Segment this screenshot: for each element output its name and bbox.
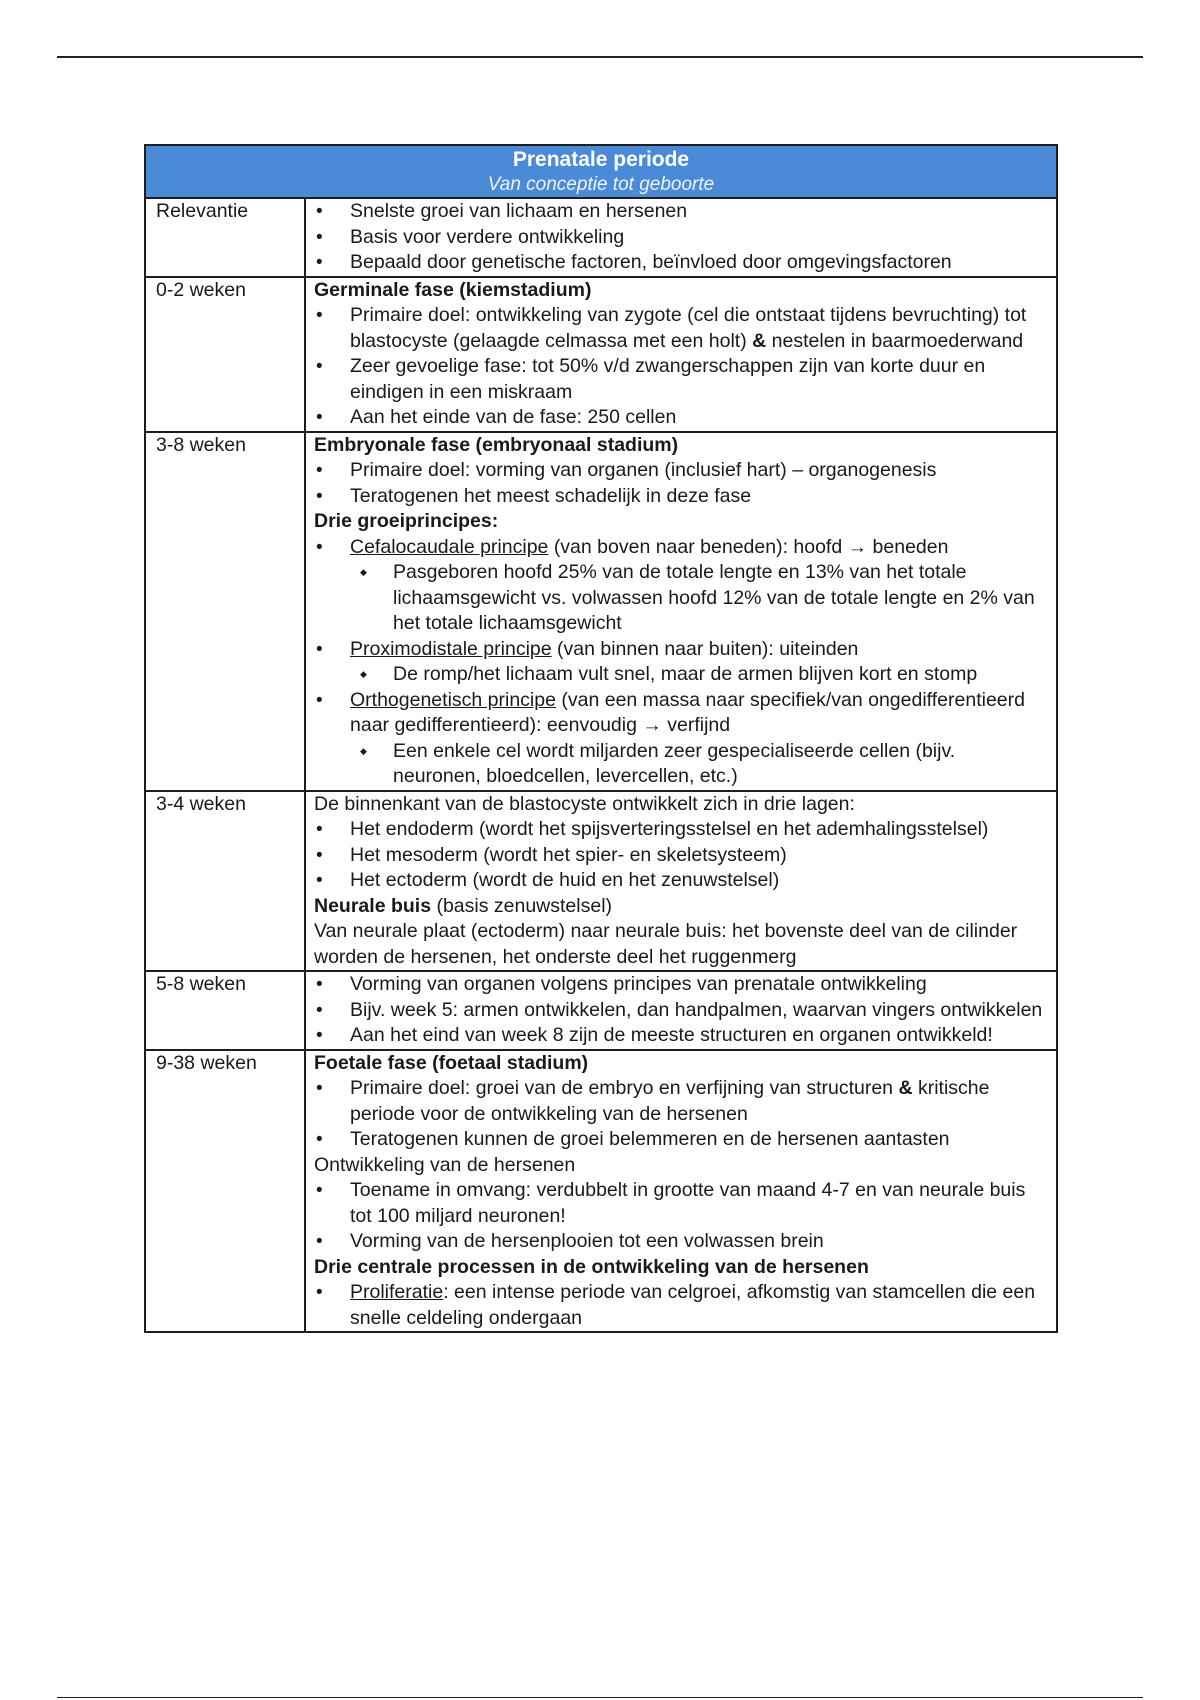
prenatal-table (144, 144, 1058, 1333)
section-heading: Drie centrale processen in de ontwikkeling van de hersenen (314, 1255, 869, 1278)
list-item: • Het endoderm (wordt het spijsverteringsstelsel en het ademhalingsstelsel) (314, 817, 1048, 843)
list-item: • Snelste groei van lichaam en hersenen (314, 199, 1048, 225)
list-item: • Bijv. week 5: armen ontwikkelen, dan handpalmen, waarvan vingers ontwikkelen (314, 998, 1048, 1024)
row-content (305, 277, 1057, 432)
section-heading: Embryonale fase (embryonaal stadium) (314, 433, 679, 456)
row-content (305, 971, 1057, 1050)
section-heading: Foetale fase (foetaal stadium) (314, 1051, 589, 1074)
list-item: • Aan het eind van week 8 zijn de meeste structuren en organen ontwikkeld! (314, 1023, 1048, 1049)
table-header-row (145, 145, 1057, 198)
paragraph: Neurale buis (basis zenuwstelsel) (314, 894, 613, 917)
row-label: 3-4 weken (145, 791, 305, 972)
table-row (145, 198, 1057, 277)
table-row (145, 791, 1057, 972)
row-content (305, 1050, 1057, 1333)
row-label: 5-8 weken (145, 971, 305, 1050)
row-label: 0-2 weken (145, 277, 305, 432)
paragraph: Van neurale plaat (ectoderm) naar neurale buis: het bovenste deel van de cilinder worden de hersenen, het onderste deel het ruggenmerg (314, 920, 1018, 968)
list-item: • Het ectoderm (wordt de huid en het zenuwstelsel) (314, 868, 1048, 894)
list-item: • Vorming van de hersenplooien tot een volwassen brein (314, 1229, 1048, 1255)
table-row (145, 971, 1057, 1050)
table-header (145, 145, 1057, 198)
list-item: • Primaire doel: ontwikkeling van zygote (cel die ontstaat tijdens bevruchting) tot blastocyste (gelaagde celmassa met een holt) & nestelen in baarmoederwand (314, 303, 1048, 354)
list-item: • Cefalocaudale principe (van boven naar beneden): hoofd → beneden (314, 535, 1048, 561)
bottom-rule (57, 1697, 1143, 1698)
paragraph: Ontwikkeling van de hersenen (314, 1153, 576, 1176)
list-item: • Vorming van organen volgens principes van prenatale ontwikkeling (314, 972, 1048, 998)
section-heading: Germinale fase (kiemstadium) (314, 278, 592, 301)
list-item: • Toename in omvang: verdubbelt in grootte van maand 4-7 en van neurale buis tot 100 miljard neuronen! (314, 1178, 1048, 1229)
table-row (145, 1050, 1057, 1333)
sub-list-item: ◆ De romp/het lichaam vult snel, maar de armen blijven kort en stomp (314, 662, 1048, 688)
table-row (145, 432, 1057, 791)
table-row (145, 277, 1057, 432)
list-item: • Het mesoderm (wordt het spier- en skeletsysteem) (314, 843, 1048, 869)
list-item: • Primaire doel: groei van de embryo en verfijning van structuren & kritische periode voor de ontwikkeling van de hersenen (314, 1076, 1048, 1127)
list-item: • Zeer gevoelige fase: tot 50% v/d zwangerschappen zijn van korte duur en eindigen in een miskraam (314, 354, 1048, 405)
table-subtitle: Van conceptie tot geboorte (487, 174, 715, 195)
row-label: Relevantie (145, 198, 305, 277)
list-item: • Primaire doel: vorming van organen (inclusief hart) – organogenesis (314, 458, 1048, 484)
row-content (305, 791, 1057, 972)
list-item: • Aan het einde van de fase: 250 cellen (314, 405, 1048, 431)
list-item: • Basis voor verdere ontwikkeling (314, 225, 1048, 251)
list-item: • Proximodistale principe (van binnen naar buiten): uiteinden (314, 637, 1048, 663)
section-heading: Drie groeiprincipes: (314, 510, 499, 532)
row-content (305, 198, 1057, 277)
sub-list-item: ◆ Pasgeboren hoofd 25% van de totale lengte en 13% van het totale lichaamsgewicht vs. volwassen hoofd 12% van de totale lengte en 2% van het totale lichaamsgewicht (314, 560, 1048, 637)
list-item: • Bepaald door genetische factoren, beïnvloed door omgevingsfactoren (314, 250, 1048, 276)
row-content (305, 432, 1057, 791)
table-title: Prenatale periode (512, 148, 690, 171)
list-item: • Proliferatie: een intense periode van celgroei, afkomstig van stamcellen die een snelle celdeling ondergaan (314, 1280, 1048, 1331)
row-label: 3-8 weken (145, 432, 305, 791)
paragraph: De binnenkant van de blastocyste ontwikkelt zich in drie lagen: (314, 792, 855, 815)
row-label: 9-38 weken (145, 1050, 305, 1333)
list-item: • Orthogenetisch principe (van een massa naar specifiek/van ongedifferentieerd naar gedifferentieerd): eenvoudig → verfijnd (314, 688, 1048, 739)
list-item: • Teratogenen kunnen de groei belemmeren en de hersenen aantasten (314, 1127, 1048, 1153)
top-rule (57, 56, 1143, 58)
sub-list-item: ◆ Een enkele cel wordt miljarden zeer gespecialiseerde cellen (bijv. neuronen, bloedcellen, levercellen, etc.) (314, 739, 1048, 790)
list-item: • Teratogenen het meest schadelijk in deze fase (314, 484, 1048, 510)
